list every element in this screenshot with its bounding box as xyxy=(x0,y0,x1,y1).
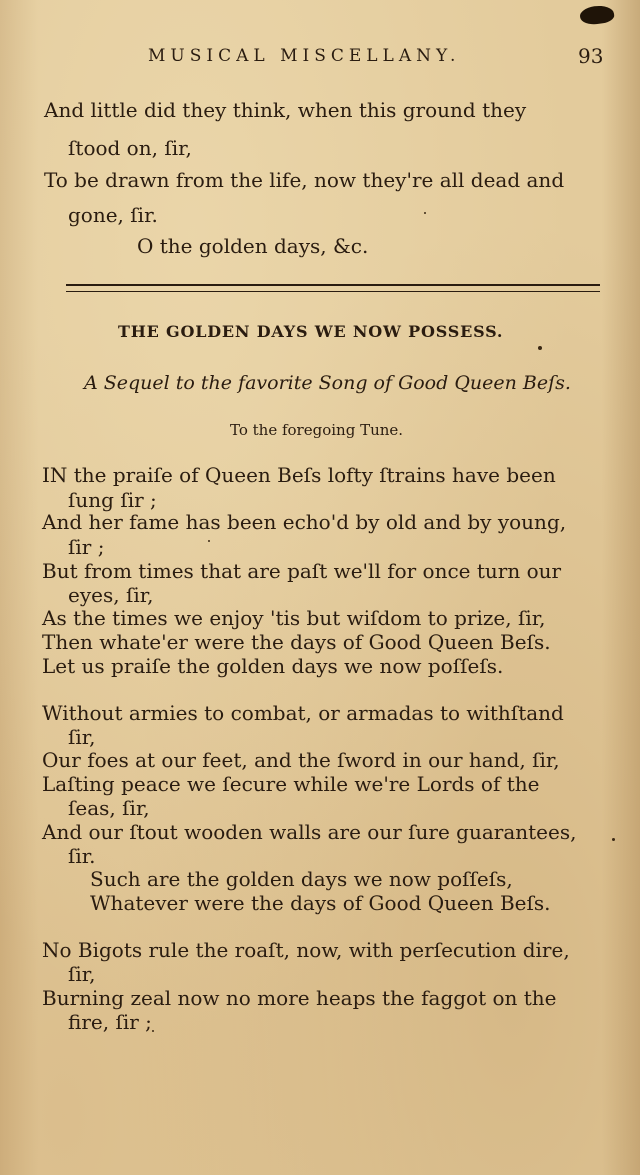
stanza3-line: Burning zeal now no more heaps the faggot on the xyxy=(42,986,557,1010)
paper-speck xyxy=(152,1030,154,1032)
stanza1-line: eyes, ſir, xyxy=(68,583,154,607)
stanza1-line: Let us praiſe the golden days we now poſſeſs. xyxy=(42,654,504,678)
stanza2-line: ſir. xyxy=(68,844,96,868)
stanza3-line: fire, ſir ; xyxy=(68,1010,152,1034)
stanza2-line: ſir, xyxy=(68,725,96,749)
stanza1-line: ſir ; xyxy=(68,535,105,559)
song-subtitle: A Sequel to the favorite Song of Good Queen Beſs. xyxy=(84,372,571,394)
page-number: 93 xyxy=(578,44,604,68)
section-divider xyxy=(66,284,600,292)
stanza1-line: And her fame has been echo'd by old and by young, xyxy=(42,510,567,534)
previous-song-line: ſtood on, ſir, xyxy=(68,136,192,160)
stanza1-line: IN the praiſe of Queen Beſs lofty ſtrains have been xyxy=(42,463,556,487)
previous-song-line: And little did they think, when this ground they xyxy=(44,98,527,122)
previous-song-line: To be drawn from the life, now they're all dead and xyxy=(44,168,565,192)
tune-note: To the foregoing Tune. xyxy=(230,421,404,439)
stanza2-line: Our foes at our feet, and the ſword in our hand, ſir, xyxy=(42,748,560,772)
stanza1-line: ſung ſir ; xyxy=(68,488,157,512)
stanza1-line: As the times we enjoy 'tis but wiſdom to prize, ſir, xyxy=(42,606,546,630)
stanza2-chorus-line: Whatever were the days of Good Queen Beſs. xyxy=(90,891,551,915)
paper-speck xyxy=(424,212,426,214)
stanza1-line: Then whate'er were the days of Good Queen Beſs. xyxy=(42,630,551,654)
stanza3-line: No Bigots rule the roaſt, now, with perſecution dire, xyxy=(42,938,570,962)
previous-song-line: gone, ſir. xyxy=(68,203,158,227)
song-title: THE GOLDEN DAYS WE NOW POSSESS. xyxy=(118,322,504,341)
stanza2-line: Without armies to combat, or armadas to withſtand xyxy=(42,701,564,725)
paper-speck xyxy=(612,838,615,841)
previous-song-chorus: O the golden days, &c. xyxy=(137,234,369,258)
stanza2-line: Laſting peace we ſecure while we're Lords of the xyxy=(42,772,540,796)
stanza1-line: But from times that are paſt we'll for once turn our xyxy=(42,559,562,583)
stanza3-line: ſir, xyxy=(68,962,96,986)
running-title: MUSICAL MISCELLANY. xyxy=(148,46,461,66)
paper-speck xyxy=(208,540,210,542)
ink-blot xyxy=(579,4,615,27)
stanza2-line: ſeas, ſir, xyxy=(68,796,150,820)
stanza2-line: And our ſtout wooden walls are our ſure guarantees, xyxy=(42,820,577,844)
paper-speck xyxy=(538,346,542,350)
stanza2-chorus-line: Such are the golden days we now poſſeſs, xyxy=(90,867,513,891)
